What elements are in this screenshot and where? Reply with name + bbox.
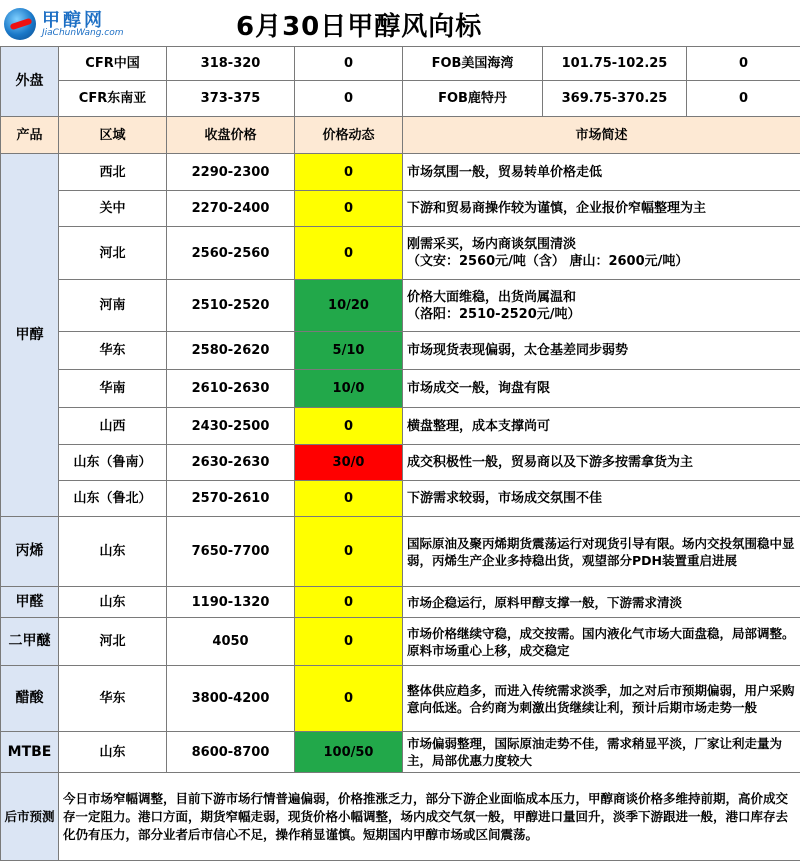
change-badge: 0 bbox=[295, 587, 403, 618]
region: 河北 bbox=[59, 618, 167, 666]
forecast-text: 今日市场窄幅调整，目前下游市场行情普遍偏弱，价格推涨乏力，部分下游企业面临成本压力，甲醇商谈价格多维持前期，高价成交存一定阻力。港口方面，期货窄幅走弱，现货价格小幅调整，场内成交气氛一般，甲醇进口量回升，淡季下游跟进一般，港口库存去化仍有压力，部分业者后市信心不足，操作稍显谨慎。短期国内甲醇市场或区间震荡。 bbox=[59, 773, 800, 861]
change-badge: 0 bbox=[295, 191, 403, 227]
col-change: 价格动态 bbox=[295, 117, 403, 154]
logo-chinese-text: 甲醇网 bbox=[42, 10, 105, 31]
region: 华南 bbox=[59, 370, 167, 408]
outer-name2: FOB美国海湾 bbox=[403, 47, 543, 81]
brief: 下游需求较弱，市场成交氛围不佳 bbox=[403, 481, 800, 517]
brief: 成交积极性一般，贸易商以及下游多按需拿货为主 bbox=[403, 445, 800, 481]
region: 山东 bbox=[59, 587, 167, 618]
region: 河北 bbox=[59, 227, 167, 280]
change-badge: 0 bbox=[295, 618, 403, 666]
brief: 横盘整理，成本支撑尚可 bbox=[403, 408, 800, 445]
forecast-label: 后市预测 bbox=[1, 773, 59, 861]
col-brief: 市场简述 bbox=[403, 117, 800, 154]
brief: 市场现货表现偏弱，太仓基差同步弱势 bbox=[403, 332, 800, 370]
table-row bbox=[1, 587, 800, 618]
change-badge: 0 bbox=[295, 481, 403, 517]
outer-change2: 0 bbox=[687, 47, 800, 81]
region: 山东 bbox=[59, 517, 167, 587]
price: 2510-2520 bbox=[167, 280, 295, 332]
table-row bbox=[1, 666, 800, 732]
outer-change2: 0 bbox=[687, 81, 800, 117]
site-logo[interactable] bbox=[4, 6, 144, 42]
brief-line: 价格大面维稳，出货尚属温和 bbox=[407, 289, 577, 305]
col-price: 收盘价格 bbox=[167, 117, 295, 154]
price: 2290-2300 bbox=[167, 154, 295, 191]
price: 2570-2610 bbox=[167, 481, 295, 517]
table-row bbox=[1, 191, 800, 227]
outer-price2: 369.75-370.25 bbox=[543, 81, 687, 117]
product: 甲醛 bbox=[1, 587, 59, 618]
region: 山东（鲁南） bbox=[59, 445, 167, 481]
outer-name2: FOB鹿特丹 bbox=[403, 81, 543, 117]
page-title: 6月30日甲醇风向标 bbox=[236, 12, 483, 42]
region: 华东 bbox=[59, 332, 167, 370]
product: 丙烯 bbox=[1, 517, 59, 587]
table-row bbox=[1, 618, 800, 666]
brief-line: （文安：2560元/吨（含） 唐山：2600元/吨） bbox=[407, 254, 689, 269]
brief: 下游和贸易商操作较为谨慎，企业报价窄幅整理为主 bbox=[403, 191, 800, 227]
outer-price: 318-320 bbox=[167, 47, 295, 81]
table-row bbox=[1, 227, 800, 280]
outer-price: 373-375 bbox=[167, 81, 295, 117]
product-methanol: 甲醇 bbox=[1, 154, 59, 517]
brief: 市场价格继续守稳，成交按需。国内液化气市场大面盘稳，局部调整。原料市场重心上移，成交稳定 bbox=[403, 618, 800, 666]
brief-line: 刚需采买，场内商谈氛围清淡 bbox=[407, 237, 577, 252]
outer-name: CFR东南亚 bbox=[59, 81, 167, 117]
brief: 市场成交一般，询盘有限 bbox=[403, 370, 800, 408]
brief bbox=[403, 227, 800, 280]
brief: 市场偏弱整理，国际原油走势不佳，需求稍显平淡，厂家让利走量为主，局部优惠力度较大 bbox=[403, 732, 800, 773]
region: 山西 bbox=[59, 408, 167, 445]
region: 山东 bbox=[59, 732, 167, 773]
region: 河南 bbox=[59, 280, 167, 332]
change-badge: 0 bbox=[295, 517, 403, 587]
region: 山东（鲁北） bbox=[59, 481, 167, 517]
change-badge: 30/0 bbox=[295, 445, 403, 481]
region: 西北 bbox=[59, 154, 167, 191]
brief: 市场企稳运行，原料甲醇支撑一般，下游需求清淡 bbox=[403, 587, 800, 618]
price: 2610-2630 bbox=[167, 370, 295, 408]
forecast-row bbox=[1, 773, 800, 861]
change-badge: 100/50 bbox=[295, 732, 403, 773]
price: 2630-2630 bbox=[167, 445, 295, 481]
region: 关中 bbox=[59, 191, 167, 227]
product: 二甲醚 bbox=[1, 618, 59, 666]
change-badge: 0 bbox=[295, 666, 403, 732]
table-row bbox=[1, 280, 800, 332]
outer-label: 外盘 bbox=[1, 47, 59, 117]
product: 醋酸 bbox=[1, 666, 59, 732]
price: 2430-2500 bbox=[167, 408, 295, 445]
table-row bbox=[1, 445, 800, 481]
change-badge: 5/10 bbox=[295, 332, 403, 370]
outer-row bbox=[1, 47, 800, 81]
outer-name: CFR中国 bbox=[59, 47, 167, 81]
col-region: 区域 bbox=[59, 117, 167, 154]
table-row bbox=[1, 332, 800, 370]
table-row bbox=[1, 732, 800, 773]
price: 4050 bbox=[167, 618, 295, 666]
globe-logo-icon bbox=[4, 8, 36, 40]
price: 2270-2400 bbox=[167, 191, 295, 227]
region: 华东 bbox=[59, 666, 167, 732]
change-badge: 10/20 bbox=[295, 280, 403, 332]
change-badge: 0 bbox=[295, 408, 403, 445]
table-row bbox=[1, 154, 800, 191]
brief: 市场氛围一般，贸易转单价格走低 bbox=[403, 154, 800, 191]
change-badge: 10/0 bbox=[295, 370, 403, 408]
outer-change: 0 bbox=[295, 47, 403, 81]
price: 8600-8700 bbox=[167, 732, 295, 773]
table-row bbox=[1, 408, 800, 445]
price: 2560-2560 bbox=[167, 227, 295, 280]
price: 3800-4200 bbox=[167, 666, 295, 732]
price: 1190-1320 bbox=[167, 587, 295, 618]
page-header bbox=[0, 0, 800, 46]
product: MTBE bbox=[1, 732, 59, 773]
brief bbox=[403, 280, 800, 332]
table-row bbox=[1, 517, 800, 587]
change-badge: 0 bbox=[295, 154, 403, 191]
table-row bbox=[1, 481, 800, 517]
price: 7650-7700 bbox=[167, 517, 295, 587]
table-row bbox=[1, 370, 800, 408]
brief: 整体供应趋多，而进入传统需求淡季，加之对后市预期偏弱，用户采购意向低迷。合约商为刺激出货继续让利，预计后期市场走势一般 bbox=[403, 666, 800, 732]
outer-change: 0 bbox=[295, 81, 403, 117]
price: 2580-2620 bbox=[167, 332, 295, 370]
col-product: 产品 bbox=[1, 117, 59, 154]
outer-row bbox=[1, 81, 800, 117]
brief: 国际原油及聚丙烯期货震荡运行对现货引导有限。场内交投氛围稳中显弱，丙烯生产企业多持稳出货，观望部分PDH装置重启进展 bbox=[403, 517, 800, 587]
brief-line: （洛阳：2510-2520元/吨） bbox=[407, 306, 581, 322]
column-header-row bbox=[1, 117, 800, 154]
outer-price2: 101.75-102.25 bbox=[543, 47, 687, 81]
market-table bbox=[0, 46, 800, 861]
logo-english-text: JiaChunWang.com bbox=[42, 28, 124, 38]
change-badge: 0 bbox=[295, 227, 403, 280]
